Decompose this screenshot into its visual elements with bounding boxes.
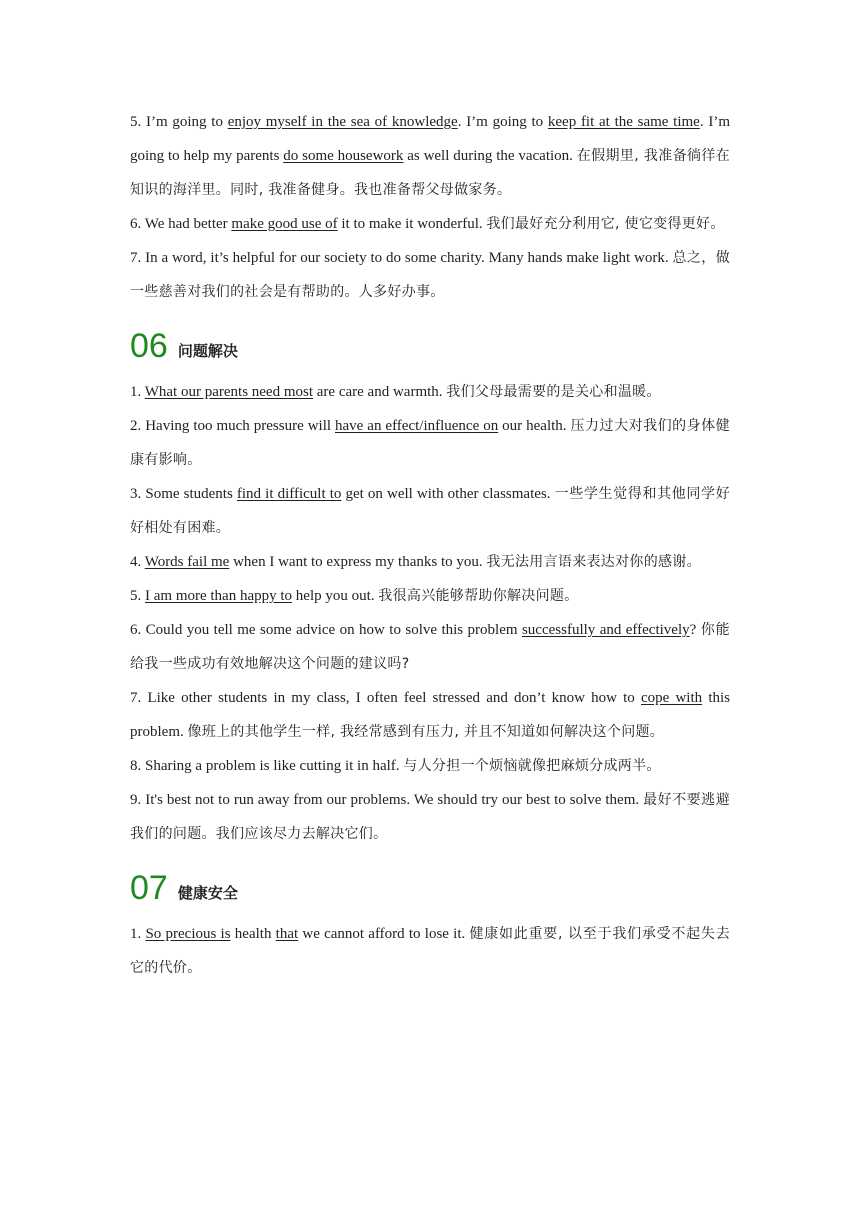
key-phrase: enjoy myself in the sea of knowledge [227,114,458,130]
key-phrase: have an effect/influence on [335,418,499,434]
key-phrase: make good use of [231,216,338,232]
sentence-text: Sharing a problem is like cutting it in half. [145,758,404,774]
sentence-text: we cannot afford to lose it. [298,926,470,942]
sentence-item [130,241,730,309]
item-number: 1. [130,384,145,400]
sentence-text: it to make it wonderful. [337,216,487,232]
chinese-translation: 像班上的其他学生一样, 我经常感到有压力, 并且不知道如何解决这个问题。 [187,724,665,740]
sentence-item [130,375,730,409]
item-number: 2. [130,418,146,434]
key-phrase: do some housework [283,148,404,164]
sentence-item [130,613,730,681]
chinese-translation: 我们父母最需要的是关心和温暖。 [446,384,661,400]
chinese-translation: 我们最好充分利用它, 使它变得更好。 [486,216,725,232]
sentence-item [130,545,730,579]
sentence-text: Like other students in my class, I often feel stressed and don’t know how to [147,690,641,706]
section-title: 问题解决 [177,342,238,360]
sentence-text: health [230,926,276,942]
sentence-text: . I’m going to help my parents [130,114,730,164]
item-number: 7. [130,690,148,706]
sentence-text: ? [689,622,701,638]
key-phrase: What our parents need most [144,384,314,400]
chinese-translation: 我很高兴能够帮助你解决问题。 [378,588,579,604]
sentence-list-health-safety [130,917,730,985]
item-number: 5. [130,588,145,604]
key-phrase: Words fail me [144,554,230,570]
page-content [130,105,730,985]
sentence-list-problem-solving [130,375,730,851]
sentence-list-continued [130,105,730,309]
sentence-text: It's best not to run away from our problems. We should try our best to solve them. [145,792,644,808]
key-phrase: that [275,926,299,942]
section-heading-06 [130,313,730,365]
sentence-text: are care and warmth. [313,384,447,400]
item-number: 4. [130,554,145,570]
section-number: 06 [130,327,168,365]
sentence-text: this problem. [130,690,731,740]
sentence-text: Having too much pressure will [145,418,336,434]
chinese-translation: 压力过大对我们的身体健康有影响。 [130,418,730,468]
section-heading-07 [130,855,730,907]
sentence-item [130,681,730,749]
item-number: 5. [130,114,146,130]
key-phrase: keep fit at the same time [547,114,700,130]
sentence-text: Could you tell me some advice on how to solve this problem [145,622,522,638]
item-number: 9. [130,792,146,808]
chinese-translation: 一些学生觉得和其他同学好好相处有困难。 [130,486,730,536]
sentence-text: when I want to express my thanks to you. [229,554,487,570]
sentence-text: as well during the vacation. [403,148,577,164]
chinese-translation: 我无法用言语来表达对你的感谢。 [486,554,701,570]
sentence-item [130,409,730,477]
key-phrase: successfully and effectively [521,622,690,638]
sentence-text: Some students [145,486,237,502]
item-number: 3. [130,486,146,502]
item-number: 1. [130,926,146,942]
sentence-item [130,207,730,241]
chinese-translation: 最好不要逃避我们的问题。我们应该尽力去解决它们。 [130,792,731,842]
sentence-item [130,579,730,613]
item-number: 6. [130,622,146,638]
sentence-text: get on well with other classmates. [341,486,555,502]
sentence-text: help you out. [292,588,379,604]
key-phrase: find it difficult to [236,486,342,502]
sentence-text: I’m going to [145,114,228,130]
sentence-item [130,749,730,783]
chinese-translation: 总之，做一些慈善对我们的社会是有帮助的。人多好办事。 [130,250,730,300]
item-number: 6. [130,216,145,232]
sentence-text: We had better [144,216,232,232]
sentence-item [130,105,730,207]
sentence-text: . I’m going to [457,114,548,130]
chinese-translation: 健康如此重要, 以至于我们承受不起失去它的代价。 [130,926,730,976]
key-phrase: So precious is [145,926,231,942]
item-number: 7. [130,250,146,266]
sentence-text: In a word, it’s helpful for our society to do some charity. Many hands make light work. [145,250,673,266]
chinese-translation: 在假期里, 我准备徜徉在知识的海洋里。同时, 我准备健身。我也准备帮父母做家务。 [130,148,730,198]
key-phrase: cope with [640,690,703,706]
sentence-item [130,477,730,545]
item-number: 8. [130,758,145,774]
section-title: 健康安全 [177,884,238,902]
chinese-translation: 你能给我一些成功有效地解决这个问题的建议吗? [130,622,730,672]
sentence-item [130,783,730,851]
sentence-text: our health. [498,418,571,434]
section-number: 07 [130,869,168,907]
key-phrase: I am more than happy to [145,588,293,604]
sentence-item [130,917,730,985]
chinese-translation: 与人分担一个烦恼就像把麻烦分成两半。 [403,758,661,774]
